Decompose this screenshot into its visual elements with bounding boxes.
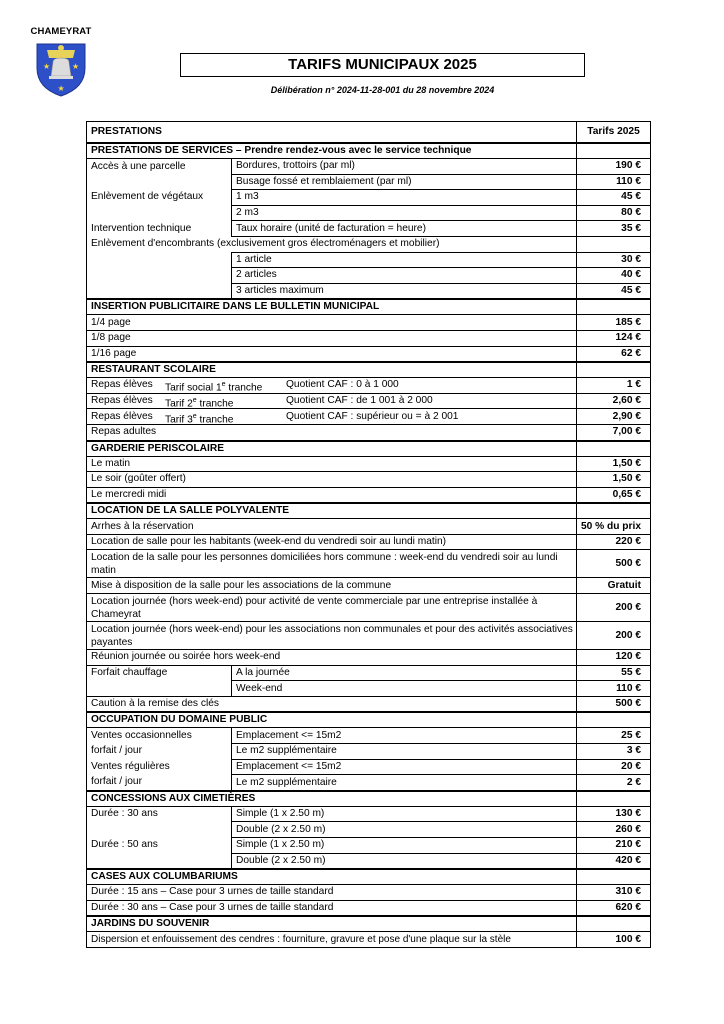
- row-label: Location journée (hors week-end) pour activité de vente commerciale par une entreprise installée à Chameyrat: [87, 594, 577, 622]
- row-label: Emplacement <= 15m2: [232, 728, 577, 744]
- row-label: 2 m3: [232, 205, 577, 221]
- row-tranche: Tarif 2e tranche: [165, 397, 234, 410]
- row-price: 3 €: [577, 744, 651, 760]
- table-row: [87, 594, 651, 622]
- row-price: 130 €: [577, 806, 651, 822]
- table-row: [87, 853, 651, 869]
- section-title: INSERTION PUBLICITAIRE DANS LE BULLETIN MUNICIPAL: [87, 299, 577, 315]
- row-price: 260 €: [577, 822, 651, 838]
- section-title: CASES AUX COLUMBARIUMS: [87, 869, 577, 885]
- table-row: [87, 330, 651, 346]
- row-price: 310 €: [577, 885, 651, 901]
- row-quotient: Quotient CAF : 0 à 1 000: [286, 379, 399, 391]
- row-price: 50 % du prix: [577, 519, 651, 535]
- row-price: 45 €: [577, 283, 651, 299]
- row-label: Dispersion et enfouissement des cendres : fourniture, gravure et pose d'une plaque sur la stèle: [87, 932, 577, 948]
- table-row: [87, 744, 651, 760]
- table-row: [87, 174, 651, 190]
- row-price: 420 €: [577, 853, 651, 869]
- section-header: [87, 362, 651, 378]
- row-label: Simple (1 x 2.50 m): [232, 838, 577, 854]
- section-header: [87, 143, 651, 159]
- section-header: [87, 299, 651, 315]
- section-header: [87, 869, 651, 885]
- table-row: [87, 315, 651, 331]
- table-row: [87, 728, 651, 744]
- row-label: Double (2 x 2.50 m): [232, 853, 577, 869]
- table-row: [87, 190, 651, 206]
- row-price: 190 €: [577, 159, 651, 175]
- table-row: [87, 393, 651, 409]
- table-row: [87, 550, 651, 578]
- row-price: 2,60 €: [577, 393, 651, 409]
- row-label: Week-end: [232, 681, 577, 697]
- row-label: Repas élèves: [91, 379, 153, 391]
- coat-of-arms-icon: [33, 36, 89, 98]
- row-price: 35 €: [577, 221, 651, 237]
- row-price: 62 €: [577, 346, 651, 362]
- row-category: Ventes occasionnelles: [87, 728, 232, 744]
- row-price: 185 €: [577, 315, 651, 331]
- table-row: [87, 775, 651, 791]
- tariff-table: [86, 121, 651, 948]
- row-category: Accès à une parcelle: [87, 159, 232, 175]
- row-price: 45 €: [577, 190, 651, 206]
- table-row: [87, 665, 651, 681]
- town-name: CHAMEYRAT: [30, 26, 92, 37]
- row-price: 80 €: [577, 205, 651, 221]
- row-price: 0,65 €: [577, 487, 651, 503]
- section-header: [87, 791, 651, 807]
- table-row: [87, 346, 651, 362]
- row-label: Le m2 supplémentaire: [232, 775, 577, 791]
- document-title: TARIFS MUNICIPAUX 2025: [180, 53, 585, 77]
- table-row: [87, 622, 651, 650]
- table-row: [87, 650, 651, 666]
- section-title: PRESTATIONS DE SERVICES – Prendre rendez-vous avec le service technique: [87, 143, 577, 159]
- section-header: [87, 712, 651, 728]
- svg-text:★: ★: [72, 62, 80, 71]
- town-logo: [30, 26, 92, 98]
- svg-text:★: ★: [43, 62, 51, 71]
- row-label: Busage fossé et remblaiement (par ml): [232, 174, 577, 190]
- table-row: [87, 456, 651, 472]
- table-row: [87, 900, 651, 916]
- row-label: Mise à disposition de la salle pour les associations de la commune: [87, 578, 577, 594]
- row-label: Réunion journée ou soirée hors week-end: [87, 650, 577, 666]
- section-title: OCCUPATION DU DOMAINE PUBLIC: [87, 712, 577, 728]
- row-label: Taux horaire (unité de facturation = heure): [232, 221, 577, 237]
- row-label: Bordures, trottoirs (par ml): [232, 159, 577, 175]
- row-category: Forfait chauffage: [87, 665, 232, 681]
- row-price: 100 €: [577, 932, 651, 948]
- row-price: 500 €: [577, 550, 651, 578]
- row-price: 1,50 €: [577, 472, 651, 488]
- row-label: Le mercredi midi: [87, 487, 577, 503]
- table-row: [87, 252, 651, 268]
- row-label: 1 article: [232, 252, 577, 268]
- table-row: [87, 519, 651, 535]
- row-price: 500 €: [577, 696, 651, 712]
- row-label: 3 articles maximum: [232, 283, 577, 299]
- svg-text:★: ★: [57, 84, 65, 93]
- row-price: 200 €: [577, 622, 651, 650]
- row-price: 7,00 €: [577, 424, 651, 440]
- table-header-row: [87, 122, 651, 144]
- row-price: 1 €: [577, 378, 651, 394]
- row-price: 2 €: [577, 775, 651, 791]
- table-row: [87, 221, 651, 237]
- row-quotient: Quotient CAF : supérieur ou = à 2 001: [286, 410, 459, 422]
- row-label: A la journée: [232, 665, 577, 681]
- row-label: Caution à la remise des clés: [87, 696, 577, 712]
- table-row: [87, 838, 651, 854]
- table-row: [87, 932, 651, 948]
- table-row: [87, 159, 651, 175]
- row-category: forfait / jour: [87, 775, 232, 791]
- row-price: 200 €: [577, 594, 651, 622]
- table-row: [87, 696, 651, 712]
- row-price: 110 €: [577, 681, 651, 697]
- table-row: [87, 822, 651, 838]
- table-row: [87, 534, 651, 550]
- row-category: Enlèvement d'encombrants (exclusivement gros électroménagers et mobilier): [87, 236, 577, 252]
- row-label: Simple (1 x 2.50 m): [232, 806, 577, 822]
- row-label: 1/16 page: [87, 346, 577, 362]
- row-label: Repas adultes: [87, 424, 577, 440]
- table-row: [87, 759, 651, 775]
- section-title: GARDERIE PERISCOLAIRE: [87, 441, 577, 457]
- row-label: Repas élèves: [91, 410, 153, 422]
- row-category: Intervention technique: [87, 221, 232, 237]
- row-price: 25 €: [577, 728, 651, 744]
- row-label: Location de salle pour les habitants (week-end du vendredi soir au lundi matin): [87, 534, 577, 550]
- row-tranche: Tarif social 1e tranche: [165, 381, 263, 394]
- row-label: Location de la salle pour les personnes domiciliées hors commune : week-end du vendredi soir au lundi matin: [87, 550, 577, 578]
- row-label: Durée : 15 ans – Case pour 3 urnes de taille standard: [87, 885, 577, 901]
- row-label: Location journée (hors week-end) pour les associations non communales et pour des activités associatives payantes: [87, 622, 577, 650]
- row-category: Durée : 50 ans: [87, 838, 232, 854]
- row-category: forfait / jour: [87, 744, 232, 760]
- col-prestations-header: PRESTATIONS: [87, 122, 577, 144]
- row-price: Gratuit: [577, 578, 651, 594]
- row-price: 120 €: [577, 650, 651, 666]
- row-price: 55 €: [577, 665, 651, 681]
- section-header: [87, 503, 651, 519]
- row-price: 20 €: [577, 759, 651, 775]
- row-label: 1/4 page: [87, 315, 577, 331]
- row-label: Le soir (goûter offert): [87, 472, 577, 488]
- section-title: JARDINS DU SOUVENIR: [87, 916, 577, 932]
- row-price: 1,50 €: [577, 456, 651, 472]
- row-price: 30 €: [577, 252, 651, 268]
- table-row: [87, 487, 651, 503]
- row-price: 110 €: [577, 174, 651, 190]
- row-label: Repas élèves: [91, 395, 153, 407]
- table-row: [87, 268, 651, 284]
- row-price: 2,90 €: [577, 409, 651, 425]
- row-quotient: Quotient CAF : de 1 001 à 2 000: [286, 395, 433, 407]
- table-row: [87, 283, 651, 299]
- row-price: 220 €: [577, 534, 651, 550]
- row-label: Le matin: [87, 456, 577, 472]
- row-label: 1 m3: [232, 190, 577, 206]
- table-row: [87, 205, 651, 221]
- row-price: 620 €: [577, 900, 651, 916]
- table-row: [87, 409, 651, 425]
- deliberation-reference: Délibération n° 2024-11-28-001 du 28 novembre 2024: [270, 85, 495, 95]
- section-title: LOCATION DE LA SALLE POLYVALENTE: [87, 503, 577, 519]
- row-category: Durée : 30 ans: [87, 806, 232, 822]
- row-category: Ventes régulières: [87, 759, 232, 775]
- row-label: Le m2 supplémentaire: [232, 744, 577, 760]
- table-row: [87, 681, 651, 697]
- section-header: [87, 916, 651, 932]
- section-title: CONCESSIONS AUX CIMETIÈRES: [87, 791, 577, 807]
- table-row: [87, 236, 651, 252]
- table-row: [87, 806, 651, 822]
- row-tranche: Tarif 3e tranche: [165, 412, 234, 425]
- table-row: [87, 885, 651, 901]
- row-price: 40 €: [577, 268, 651, 284]
- table-row: [87, 378, 651, 394]
- row-label: Emplacement <= 15m2: [232, 759, 577, 775]
- row-category: Enlèvement de végétaux: [87, 190, 232, 206]
- row-label: Durée : 30 ans – Case pour 3 urnes de taille standard: [87, 900, 577, 916]
- row-price: 124 €: [577, 330, 651, 346]
- table-row: [87, 472, 651, 488]
- table-row: [87, 578, 651, 594]
- row-label: Arrhes à la réservation: [87, 519, 577, 535]
- section-title: RESTAURANT SCOLAIRE: [87, 362, 577, 378]
- row-label: Double (2 x 2.50 m): [232, 822, 577, 838]
- row-price: 210 €: [577, 838, 651, 854]
- row-label: 1/8 page: [87, 330, 577, 346]
- row-label: 2 articles: [232, 268, 577, 284]
- section-header: [87, 441, 651, 457]
- col-tarifs-header: Tarifs 2025: [577, 122, 651, 144]
